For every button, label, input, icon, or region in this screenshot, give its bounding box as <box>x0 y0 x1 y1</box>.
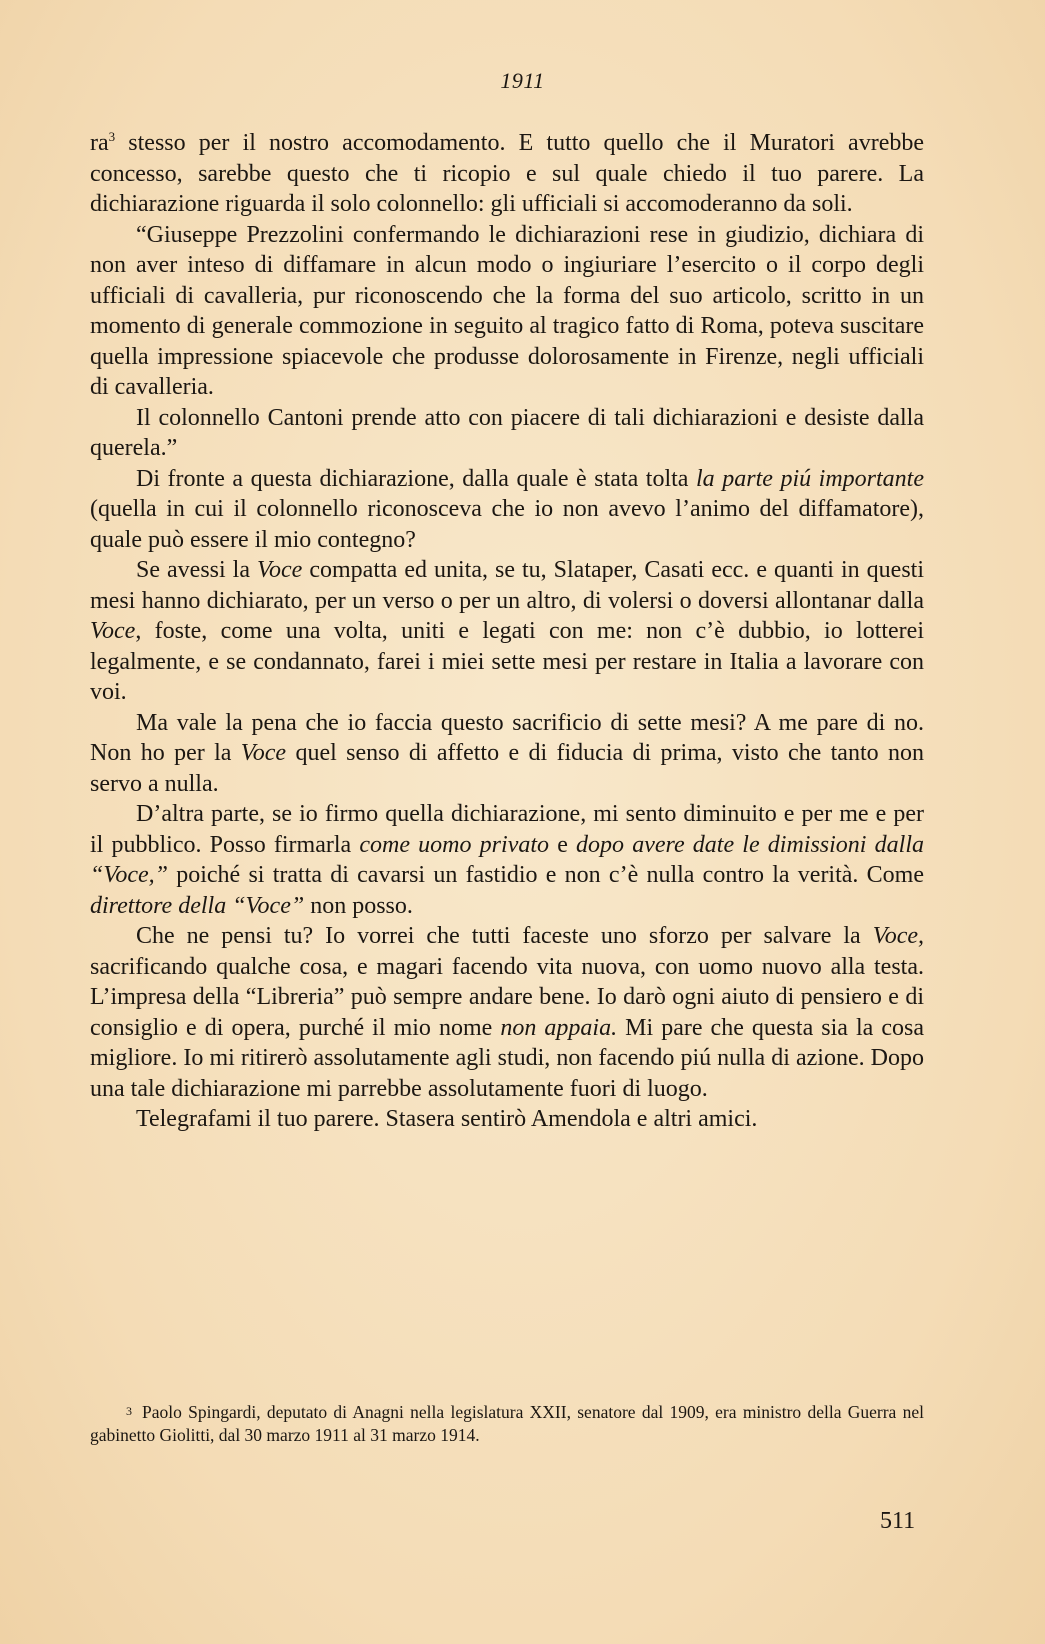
p6-text-c: quel senso di affetto e di fiducia di prima, visto che tanto non servo a nulla. <box>90 740 924 797</box>
body-text <box>90 128 924 1135</box>
p7-text-c: e <box>549 831 577 858</box>
paragraph-8 <box>90 921 924 1104</box>
p7-italic-3: direttore della “Voce” <box>90 892 305 919</box>
p8-text-a: Che ne pensi tu? Io vorrei che tutti faceste uno sforzo per salvare la <box>136 923 873 949</box>
paragraph-7 <box>90 799 924 921</box>
p7-text-e: poiché si tratta di cavarsi un fastidio e non c’è nulla contro la verità. Come <box>168 862 924 888</box>
footnote-reference[interactable]: 3 <box>108 129 116 144</box>
paragraph-3: Il colonnello Cantoni prende atto con piacere di tali dichiarazioni e desiste dalla querela.” <box>90 404 924 461</box>
p5-text-e: , foste, come una volta, uniti e legati con me: non c’è dubbio, io lotterei legalmente, e se condannato, farei i miei sette mesi per restare in Italia a lavorare con voi. <box>90 618 924 705</box>
p7-italic-2: dopo avere date le dimissioni dalla “Voce,” <box>90 831 924 888</box>
p5-italic-2: Voce <box>90 618 136 644</box>
p5-text-c: compatta ed unita, se tu, Slataper, Casati ecc. e quanti in questi mesi hanno dichiarato, per un verso o per un altro, di volersi o doversi allontanar dalla <box>90 557 924 614</box>
p4-italic: la parte piú importante <box>696 465 924 492</box>
p6-italic: Voce <box>240 740 287 766</box>
footnote <box>90 1400 924 1447</box>
p8-text-e: Mi pare che questa sia la cosa migliore. Io mi ritirerò assolutamente agli studi, non facendo piú nulla di azione. Dopo una tale dichiarazione mi parrebbe assolutamente fuori di luogo. <box>90 1014 925 1102</box>
p5-italic-1: Voce <box>257 557 303 583</box>
paragraph-5 <box>90 555 924 708</box>
p6-text-a: Ma vale la pena che io faccia questo sacrificio di sette mesi? A me pare di no. Non ho per la <box>90 709 924 766</box>
paragraph-4 <box>90 464 924 556</box>
page-number: 511 <box>880 1508 916 1534</box>
running-head: 1911 <box>500 68 545 93</box>
footnote-text: Paolo Spingardi, deputato di Anagni nella legislatura XXII, senatore dal 1909, era ministro della Guerra nel gabinetto Giolitti, dal 30 marzo 1911 al 31 marzo 1914. <box>90 1402 924 1445</box>
p7-italic-1: come uomo privato <box>359 831 550 858</box>
p8-italic-2: non appaia. <box>500 1014 618 1041</box>
p4-text-a: Di fronte a questa dichiarazione, dalla quale è stata tolta <box>136 465 696 492</box>
paragraph-1-text: stesso per il nostro accomodamento. E tutto quello che il Muratori avrebbe concesso, sarebbe questo che ti ricopio e sul quale chiedo il tuo parere. La dichiarazione riguarda il solo colonnello: gli ufficiali si accomoderanno da soli. <box>90 130 924 217</box>
paragraph-9: Telegrafami il tuo parere. Stasera sentirò Amendola e altri amici. <box>136 1106 758 1132</box>
p8-italic-1: Voce, <box>872 923 924 949</box>
paragraph-1 <box>90 128 924 220</box>
paragraph-6 <box>90 708 924 800</box>
p5-text-a: Se avessi la <box>136 557 258 583</box>
footnote-marker: 3 <box>126 1404 132 1418</box>
p7-text-g: non posso. <box>304 892 413 919</box>
p4-text-c: (quella in cui il colonnello riconosceva che io non avevo l’animo del diffamatore), quale può essere il mio contegno? <box>90 496 924 553</box>
p7-text-a: D’altra parte, se io firmo quella dichiarazione, mi sento diminuito e per me e per il pubblico. Posso firmarla <box>90 801 924 858</box>
p8-text-c: sacrificando qualche cosa, e magari facendo vita nuova, con uomo nuovo alla testa. L’impresa della “Libreria” può sempre andare bene. Io darò ogni aiuto di pensiero e di consiglio e di opera, purché il mio nome <box>90 953 924 1041</box>
paragraph-2: “Giuseppe Prezzolini confermando le dichiarazioni rese in giudizio, dichiara di non aver inteso di diffamare in alcun modo o ingiuriare l’esercito o il corpo degli ufficiali di cavalleria, pur riconoscendo che la forma del suo articolo, scritto in un momento di generale commozione in seguito al tragico fatto di Roma, poteva suscitare quella impressione spiacevole che produsse dolorosamente in Firenze, negli ufficiali di cavalleria. <box>90 221 924 400</box>
paragraph-1-lead: ra <box>90 130 109 156</box>
